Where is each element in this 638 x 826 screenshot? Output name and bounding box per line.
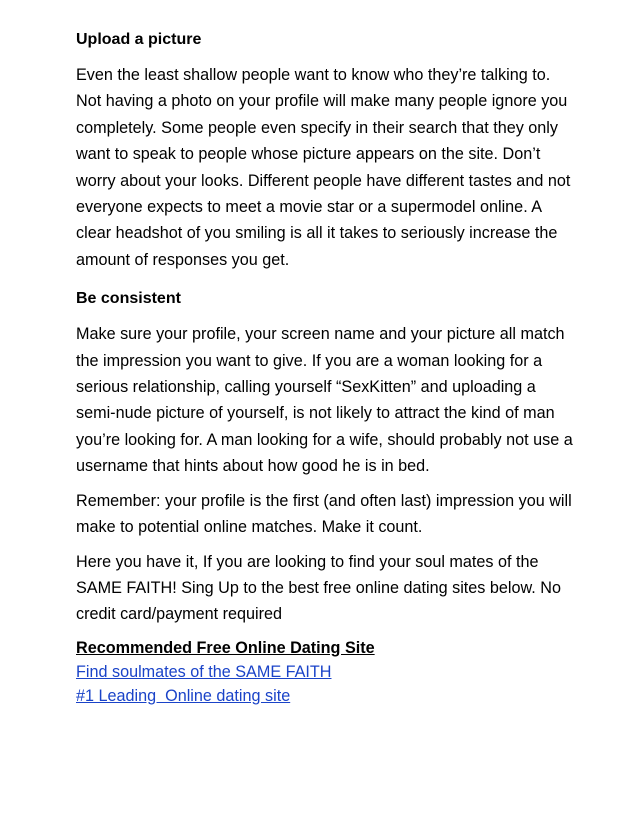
heading-upload-picture: Upload a picture bbox=[76, 31, 202, 48]
document-page bbox=[76, 28, 576, 708]
heading-be-consistent: Be consistent bbox=[76, 290, 181, 308]
paragraph-be-consistent: Make sure your profile, your screen name and your picture all match the impression you want to give. If you are a woman looking for a serious relationship, calling yourself “SexKitten” and uploading a semi-nude picture of yourself, is not likely to attract the kind of man you’re looking for. A man looking for a wife, should probably not use a username that hints about how good he is in bed. bbox=[76, 325, 573, 476]
link-leading-dating-site[interactable]: #1 Leading Online dating site bbox=[76, 686, 291, 705]
paragraph-call-to-action: Here you have it, If you are looking to find your soul mates of the SAME FAITH! Sing Up to the best free online dating sites below. No credit card/payment required bbox=[76, 552, 561, 624]
link-find-soulmates[interactable]: Find soulmates of the SAME FAITH bbox=[76, 662, 332, 681]
recommended-title: Recommended Free Online Dating Site bbox=[76, 638, 375, 657]
paragraph-remember: Remember: your profile is the first (and often last) impression you will make to potential online matches. Make it count. bbox=[76, 491, 572, 537]
recommended-links bbox=[76, 636, 576, 708]
paragraph-upload-picture: Even the least shallow people want to know who they’re talking to. Not having a photo on your profile will make many people ignore you completely. Some people even specify in their search that they only want to speak to people whose picture appears on the site. Don’t worry about your looks. Different people have different tastes and not everyone expects to meet a movie star or a supermodel online. A clear headshot of you smiling is all it takes to seriously increase the amount of responses you get. bbox=[76, 66, 571, 269]
